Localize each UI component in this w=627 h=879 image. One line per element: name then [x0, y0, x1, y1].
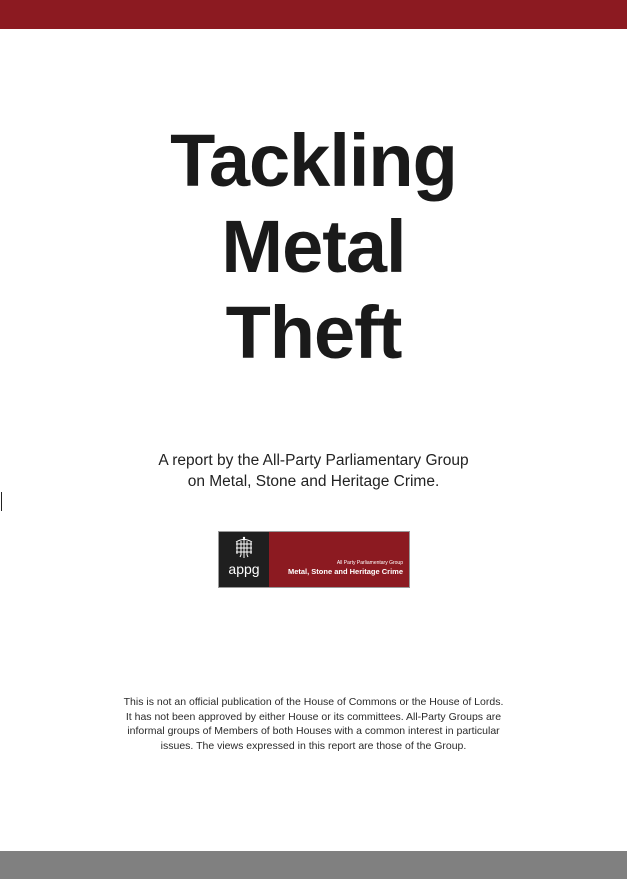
disclaimer-line: informal groups of Members of both Houses with a common interest in particular	[127, 725, 500, 737]
text-cursor	[1, 492, 2, 511]
disclaimer	[110, 695, 517, 753]
disclaimer-line: It has not been approved by either House or its committees. All-Party Groups are	[125, 710, 502, 723]
portcullis-icon	[234, 536, 254, 558]
title-line: Metal	[221, 205, 406, 288]
page-title	[0, 118, 627, 376]
title-line: Tackling	[170, 119, 457, 202]
subtitle-line: A report by the All-Party Parliamentary Group	[158, 452, 469, 469]
subtitle-line-wrap	[0, 471, 627, 511]
logo-emblem-panel	[219, 532, 269, 587]
logo-group-name: Metal, Stone and Heritage Crime	[287, 567, 403, 576]
logo-group-type: All Party Parliamentary Group	[336, 560, 403, 566]
report-subtitle	[0, 450, 627, 511]
disclaimer-line: issues. The views expressed in this report are those of the Group.	[160, 739, 467, 752]
disclaimer-line: This is not an official publication of the House of Commons or the House of Lords.	[123, 696, 504, 708]
title-line: Theft	[225, 291, 402, 374]
appg-logo	[218, 531, 410, 588]
top-color-band	[0, 0, 627, 29]
logo-text-panel	[269, 532, 409, 587]
logo-acronym: appg	[228, 561, 260, 577]
bottom-color-band	[0, 851, 627, 879]
subtitle-line: on Metal, Stone and Heritage Crime.	[187, 473, 440, 490]
